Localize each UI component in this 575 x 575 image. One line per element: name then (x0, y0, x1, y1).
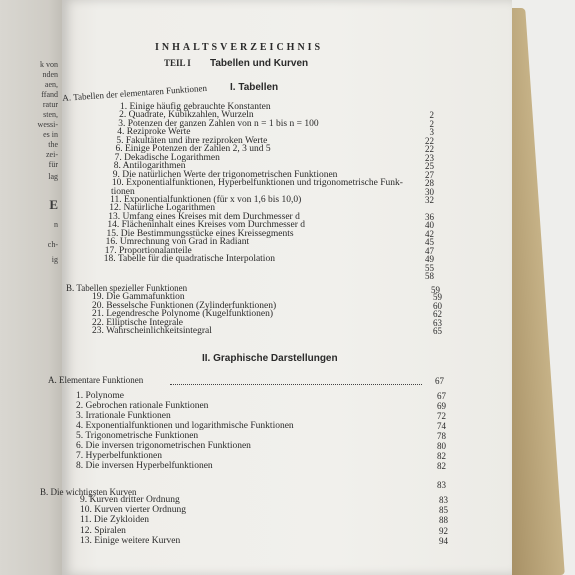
toc-page-number: 47 (425, 245, 434, 256)
toc-page-number: 30 (425, 186, 434, 197)
left-page-text-fragment: für (48, 160, 58, 169)
toc-entry: 2. Quadrate, Kubikzahlen, Wurzeln (119, 110, 254, 121)
toc-page-number: 78 (437, 431, 446, 441)
toc-page-number: 25 (425, 161, 434, 172)
left-page-text-fragment: zei- (46, 150, 58, 159)
toc-entry: 13. Umfang eines Kreises mit dem Durchmesser d (108, 211, 300, 222)
toc-entry: 13. Einige weitere Kurven (80, 535, 181, 546)
part1-section-b: B. Tabellen spezieller Funktionen (66, 283, 188, 293)
part2-section-a-page: 67 (435, 376, 444, 386)
toc-entry: 9. Kurven dritter Ordnung (80, 495, 180, 505)
toc-page-number: 74 (437, 421, 446, 431)
toc-entry: 3. Potenzen der ganzen Zahlen von n = 1 bis n = 100 (118, 118, 319, 129)
toc-entry: 15. Die Bestimmungsstücke eines Kreissegments (106, 228, 294, 239)
toc-page-number: 72 (437, 411, 446, 421)
teil-label: TEIL I (164, 58, 191, 68)
toc-entry: 19. Die Gammafunktion (92, 292, 185, 302)
toc-page-number: 32 (425, 194, 434, 205)
toc-page-number: 65 (433, 326, 442, 336)
toc-page-number: 82 (437, 451, 446, 461)
toc-entry: 14. Flächeninhalt eines Kreises vom Durchmesser d (107, 220, 305, 231)
part2-section-a: A. Elementare Funktionen (48, 375, 144, 385)
toc-entry: 12. Spiralen (80, 525, 126, 536)
toc-page-number: 85 (439, 505, 448, 516)
toc-entry: 5. Fakultäten und ihre reziproken Werte (116, 135, 268, 146)
toc-entry: 6. Einige Potenzen der Zahlen 2, 3 und 5 (115, 144, 271, 155)
left-page-text-fragment: k von (40, 60, 58, 69)
toc-entry: 5. Trigonometrische Funktionen (76, 431, 199, 441)
toc-page-number: 45 (425, 237, 434, 248)
toc-page-number: 3 (429, 127, 434, 138)
part2-title: II. Graphische Darstellungen (202, 353, 338, 364)
toc-entry: 6. Die inversen trigonometrischen Funktionen (76, 441, 251, 451)
toc-page-number: 67 (437, 391, 446, 401)
toc-page-number: 92 (439, 525, 448, 536)
left-page-text-fragment: sten, (43, 110, 58, 119)
toc-page-number: 59 (433, 292, 442, 302)
toc-entry: 20. Besselsche Funktionen (Zylinderfunktionen) (92, 300, 277, 311)
toc-entry: 7. Dekadische Logarithmen (114, 152, 220, 163)
toc-page-number: 28 (425, 178, 434, 189)
left-page-text-fragment: ch- (47, 240, 58, 249)
toc-page-number: 58 (425, 271, 434, 281)
left-page-text-fragment: ratur (42, 100, 58, 109)
dot-leader (170, 384, 422, 385)
toc-entry: tionen (111, 186, 135, 197)
toc-page-number: 83 (439, 495, 448, 505)
toc-entry: 16. Umrechnung von Grad in Radiant (105, 237, 250, 248)
left-page-text-fragment: ig (51, 255, 58, 264)
toc-entry: 11. Exponentialfunktionen (für x von 1,6 bis 10,0) (110, 194, 302, 205)
toc-entry: 21. Legendresche Polynome (Kugelfunktionen) (92, 309, 273, 319)
toc-entry: 11. Die Zykloiden (80, 515, 150, 526)
toc-entry: 1. Polynome (76, 391, 125, 401)
left-page-text-fragment: lag (48, 172, 58, 181)
toc-entry: 8. Die inversen Hyperbelfunktionen (76, 461, 213, 471)
toc-page-number: 60 (433, 300, 442, 311)
toc-entry: 7. Hyperbelfunktionen (76, 451, 163, 461)
toc-page-number: 63 (433, 317, 442, 328)
toc-entry: 22. Elliptische Integrale (92, 317, 184, 328)
part1-section-a: A. Tabellen der elementaren Funktionen (62, 82, 208, 103)
left-page-text-fragment: ffand (41, 90, 58, 99)
toc-page-number: 27 (425, 169, 434, 180)
part1-section-b-page: 59 (431, 285, 440, 295)
toc-page-number: 23 (425, 152, 434, 163)
toc-entry: 4. Exponentialfunktionen und logarithmische Funktionen (76, 421, 294, 431)
toc-entry: 8. Antilogarithmen (113, 161, 186, 172)
toc-page-number: 22 (425, 144, 434, 155)
toc-page-number: 80 (437, 441, 446, 451)
left-page-text-fragment: aen, (44, 80, 58, 89)
toc-page-number: 88 (439, 515, 448, 526)
left-page-text-fragment: wessi- (37, 120, 58, 129)
toc-entry: 10. Kurven vierter Ordnung (80, 505, 187, 516)
toc-page-number: 82 (437, 461, 446, 471)
toc-page-number: 40 (425, 220, 434, 231)
part1-title: I. Tabellen (230, 82, 279, 93)
part2-section-b-page: 83 (437, 480, 446, 490)
toc-entry: 4. Reziproke Werte (117, 127, 191, 138)
toc-page-number: 55 (425, 262, 434, 273)
toc-entry: 2. Gebrochen rationale Funktionen (76, 401, 209, 411)
left-page-text-fragment: the (48, 140, 58, 149)
toc-page-number: 2 (429, 110, 434, 121)
left-page-text-fragment: n (54, 220, 58, 229)
toc-entry: 1. Einige häufig gebrauchte Konstanten (120, 102, 271, 112)
toc-page-number: 36 (425, 211, 434, 222)
toc-page-number: 22 (425, 135, 434, 146)
toc-entry: 9. Die natürlichen Werte der trigonometrischen Funktionen (112, 169, 338, 180)
toc-entry: 17. Proportionalanteile (104, 245, 192, 256)
left-page-text-fragment: nden (42, 70, 58, 79)
toc-page-number: 69 (437, 401, 446, 411)
toc-entry: 12. Natürliche Logarithmen (109, 203, 215, 214)
toc-page-number: 49 (425, 254, 434, 265)
toc-entry: 10. Exponentialfunktionen, Hyperbelfunktionen und trigonometrische Funk- (111, 178, 403, 189)
left-page-text-fragment: E (49, 197, 58, 212)
toc-entry: 23. Wahrscheinlichkeitsintegral (92, 326, 212, 336)
toc-entry: 3. Irrationale Funktionen (76, 411, 171, 421)
toc-page-number: 62 (433, 309, 442, 319)
toc-page-number: 42 (425, 228, 434, 239)
part2-section-b: B. Die wichtigsten Kurven (40, 487, 137, 497)
teil-title: Tabellen und Kurven (210, 58, 309, 69)
toc-heading: INHALTSVERZEICHNIS (155, 42, 324, 53)
toc-page-number: 2 (429, 118, 434, 129)
left-page-text-fragment: es in (43, 130, 58, 139)
toc-page-number: 94 (439, 535, 448, 546)
toc-entry: 18. Tabelle für die quadratische Interpolation (103, 254, 275, 265)
